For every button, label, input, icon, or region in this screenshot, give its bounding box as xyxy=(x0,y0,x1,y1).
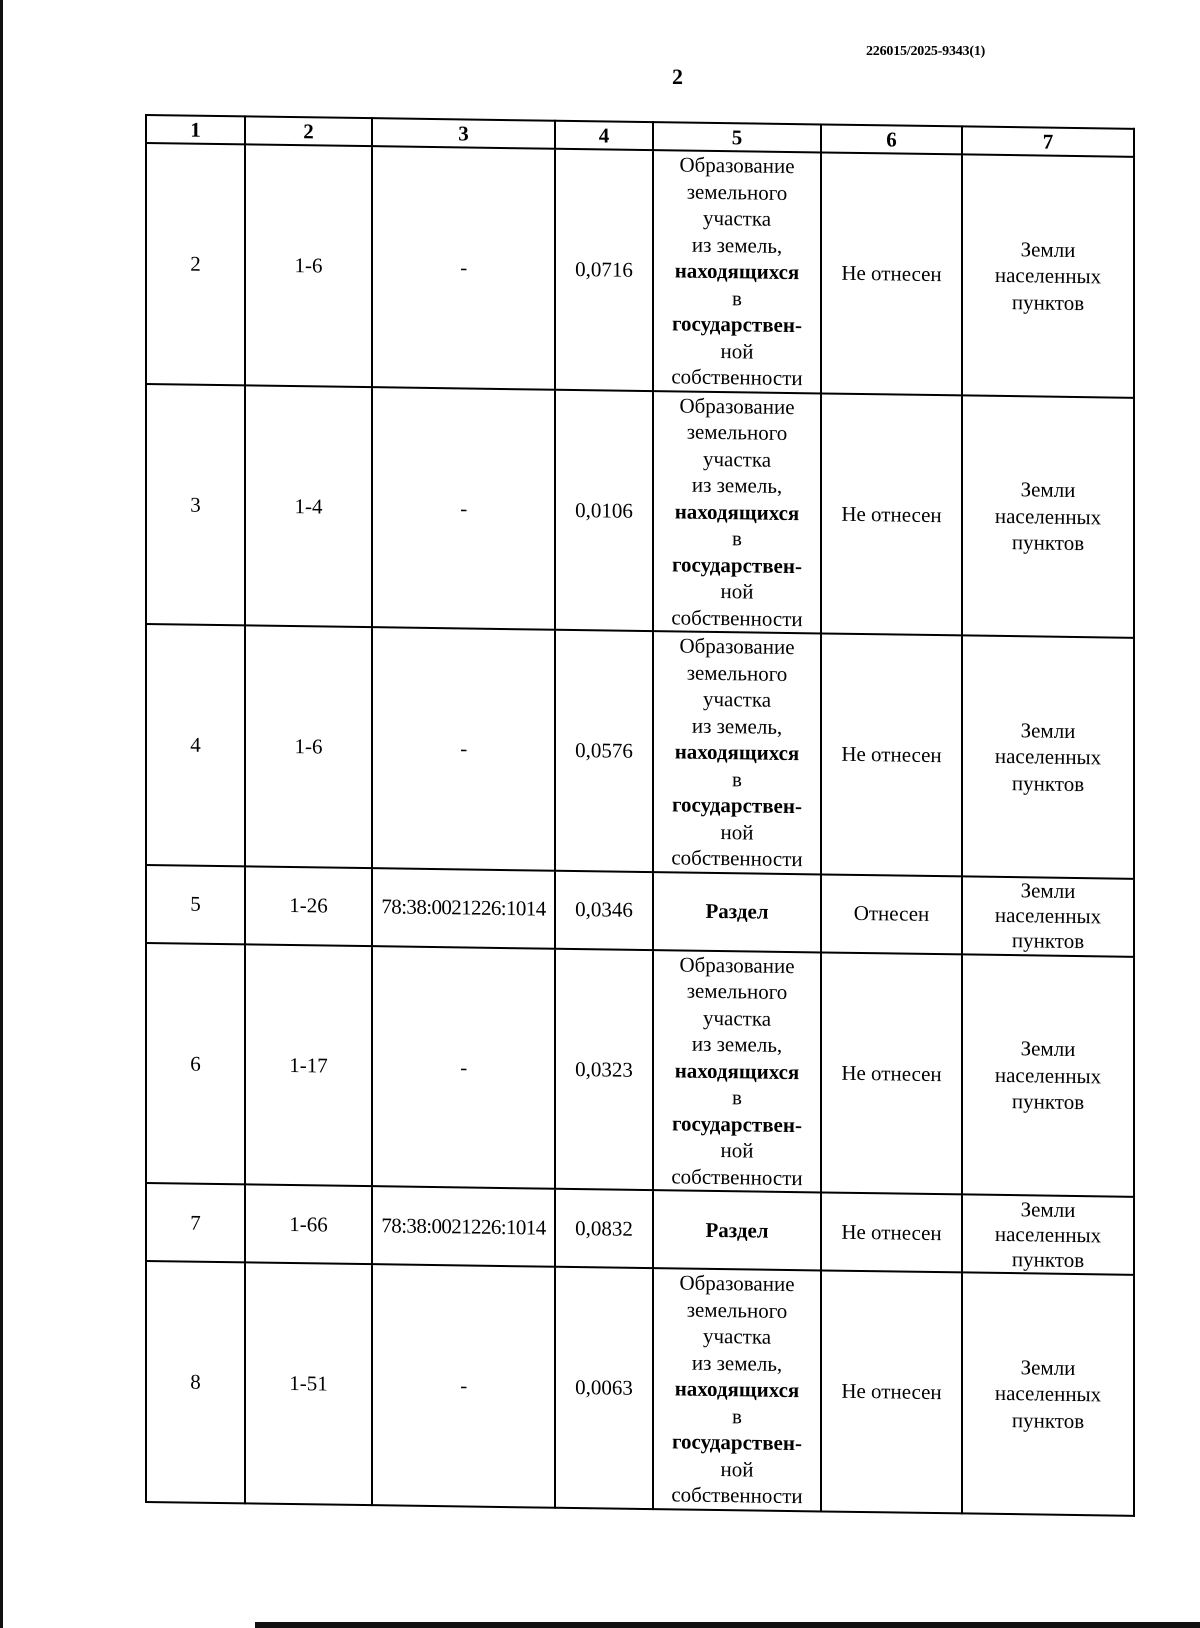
scan-edge-left xyxy=(0,0,3,1628)
land-category-line: Земли xyxy=(1020,717,1076,743)
table-row xyxy=(146,1261,1134,1515)
plot-area: 0,0063 xyxy=(555,1267,653,1509)
method-line: государствен- xyxy=(672,1429,802,1456)
category-status: Не отнесен xyxy=(821,952,962,1194)
method-line: из земель, xyxy=(691,1031,783,1057)
land-category xyxy=(962,1272,1134,1515)
land-category-line: пунктов xyxy=(1011,530,1085,556)
method-line: находящихся xyxy=(674,1376,800,1403)
method-line: в xyxy=(732,1403,742,1428)
method-line: Образование xyxy=(679,152,795,179)
land-category-line: пунктов xyxy=(1011,1246,1085,1272)
land-category-line: Земли xyxy=(1020,236,1076,262)
boundary-points: 1-6 xyxy=(245,144,372,386)
method-line: из земель, xyxy=(691,472,783,498)
method-line: участка xyxy=(702,1323,772,1349)
row-number: 7 xyxy=(146,1183,245,1262)
method-line: в xyxy=(732,766,742,791)
row-number: 2 xyxy=(146,143,245,385)
row-number: 8 xyxy=(146,1261,245,1503)
formation-method xyxy=(653,150,821,393)
row-number: 4 xyxy=(146,624,245,866)
land-category-line: пунктов xyxy=(1011,1089,1085,1115)
method-line: Образование xyxy=(679,633,795,660)
row-number: 5 xyxy=(146,865,245,944)
formation-method xyxy=(653,1268,821,1511)
method-line: земельного xyxy=(686,419,788,445)
plot-area: 0,0323 xyxy=(555,948,653,1190)
land-category-line: Земли xyxy=(1020,1354,1076,1380)
method-line: участка xyxy=(702,205,772,231)
page-number: 2 xyxy=(672,64,683,89)
method-line: государствен- xyxy=(672,311,802,338)
method-line: ной xyxy=(720,1456,754,1481)
method-line: из земель, xyxy=(691,713,783,739)
land-category-line: Земли xyxy=(1020,1036,1076,1061)
column-header: 5 xyxy=(653,122,821,152)
method-line: Образование xyxy=(679,392,795,419)
land-category-line: населенных xyxy=(994,1221,1102,1247)
method-line: собственности xyxy=(671,364,803,391)
cadastral-number: - xyxy=(372,946,555,1189)
method-line: в xyxy=(732,1085,742,1110)
method-line: ной xyxy=(720,819,754,844)
land-category-line: пунктов xyxy=(1011,1407,1085,1433)
method-line: государствен- xyxy=(672,551,802,578)
land-category-line: пунктов xyxy=(1011,928,1085,954)
plot-area: 0,0346 xyxy=(555,870,653,949)
formation-method xyxy=(653,631,821,874)
column-header: 2 xyxy=(245,116,372,146)
table-row xyxy=(146,143,1134,397)
method-line: в xyxy=(732,526,742,551)
column-header: 6 xyxy=(821,124,962,154)
category-status: Не отнесен xyxy=(821,393,962,635)
scan-edge-bottom xyxy=(255,1622,1200,1628)
table-row xyxy=(146,943,1134,1197)
land-category-line: Земли xyxy=(1020,477,1076,502)
land-category xyxy=(962,154,1134,397)
category-status: Не отнесен xyxy=(821,1270,962,1512)
land-category xyxy=(962,395,1134,638)
method-line: ной xyxy=(720,338,754,363)
land-plots-table xyxy=(145,114,1135,1516)
plot-area: 0,0106 xyxy=(555,389,653,631)
cadastral-number: 78:38:0021226:1014 xyxy=(372,868,555,949)
boundary-points: 1-4 xyxy=(245,385,372,627)
formation-method xyxy=(653,1190,821,1270)
method-line: собственности xyxy=(671,845,803,872)
document-number: 226015/2025-9343(1) xyxy=(866,44,986,59)
land-category-line: населенных xyxy=(994,503,1102,529)
category-status: Не отнесен xyxy=(821,152,962,394)
cadastral-number: - xyxy=(372,146,555,389)
column-header: 3 xyxy=(372,118,555,149)
boundary-points: 1-26 xyxy=(245,866,372,946)
category-status: Не отнесен xyxy=(821,633,962,875)
row-number: 3 xyxy=(146,384,245,626)
plot-area: 0,0576 xyxy=(555,630,653,872)
method-line: ной xyxy=(720,579,754,604)
table-row xyxy=(146,384,1134,638)
category-status: Не отнесен xyxy=(821,1192,962,1272)
plot-area: 0,0832 xyxy=(555,1189,653,1268)
method-line: участка xyxy=(702,686,772,712)
land-category xyxy=(962,1194,1134,1274)
land-category-line: пунктов xyxy=(1011,770,1085,796)
method-line: Образование xyxy=(679,951,795,978)
method-line: земельного xyxy=(686,978,788,1004)
method-line: Раздел xyxy=(705,899,769,924)
cadastral-number: - xyxy=(372,627,555,870)
land-category-line: населенных xyxy=(994,1380,1102,1407)
land-category-line: населенных xyxy=(994,743,1102,770)
land-category xyxy=(962,635,1134,878)
method-line: в xyxy=(732,285,742,310)
land-category-line: пунктов xyxy=(1011,289,1085,315)
column-header: 7 xyxy=(962,126,1134,156)
method-line: собственности xyxy=(671,1482,803,1509)
table-row xyxy=(146,865,1134,957)
cadastral-number: - xyxy=(372,1264,555,1507)
column-header: 1 xyxy=(146,115,245,144)
method-line: участка xyxy=(702,446,772,472)
method-line: Образование xyxy=(679,1270,795,1297)
method-line: государствен- xyxy=(672,1110,802,1137)
land-category xyxy=(962,954,1134,1197)
method-line: государствен- xyxy=(672,792,802,819)
column-header: 4 xyxy=(555,121,653,150)
boundary-points: 1-51 xyxy=(245,1262,372,1504)
method-line: находящихся xyxy=(674,1057,800,1084)
category-status: Отнесен xyxy=(821,874,962,954)
method-line: из земель, xyxy=(691,1350,783,1376)
method-line: из земель, xyxy=(691,232,783,258)
method-line: Раздел xyxy=(705,1217,769,1243)
method-line: находящихся xyxy=(674,498,800,525)
land-category-line: населенных xyxy=(994,902,1102,929)
formation-method xyxy=(653,872,821,952)
method-line: собственности xyxy=(671,604,803,631)
method-line: собственности xyxy=(671,1163,803,1190)
method-line: земельного xyxy=(686,1297,788,1323)
land-category-line: Земли xyxy=(1020,878,1076,903)
formation-method xyxy=(653,391,821,634)
method-line: находящихся xyxy=(674,739,800,766)
land-category-line: населенных xyxy=(994,1062,1102,1088)
method-line: земельного xyxy=(686,660,788,686)
method-line: участка xyxy=(702,1005,772,1031)
table-row xyxy=(146,1183,1134,1275)
cadastral-number: 78:38:0021226:1014 xyxy=(372,1186,555,1267)
method-line: находящихся xyxy=(674,258,800,285)
table-row xyxy=(146,624,1134,878)
boundary-points: 1-66 xyxy=(245,1184,372,1264)
land-category-line: Земли xyxy=(1020,1196,1076,1222)
row-number: 6 xyxy=(146,943,245,1185)
formation-method xyxy=(653,950,821,1193)
plot-area: 0,0716 xyxy=(555,149,653,391)
land-category-line: населенных xyxy=(994,262,1102,289)
boundary-points: 1-6 xyxy=(245,625,372,867)
method-line: земельного xyxy=(686,179,788,205)
cadastral-number: - xyxy=(372,387,555,630)
boundary-points: 1-17 xyxy=(245,944,372,1186)
method-line: ной xyxy=(720,1138,754,1163)
land-category xyxy=(962,876,1134,956)
